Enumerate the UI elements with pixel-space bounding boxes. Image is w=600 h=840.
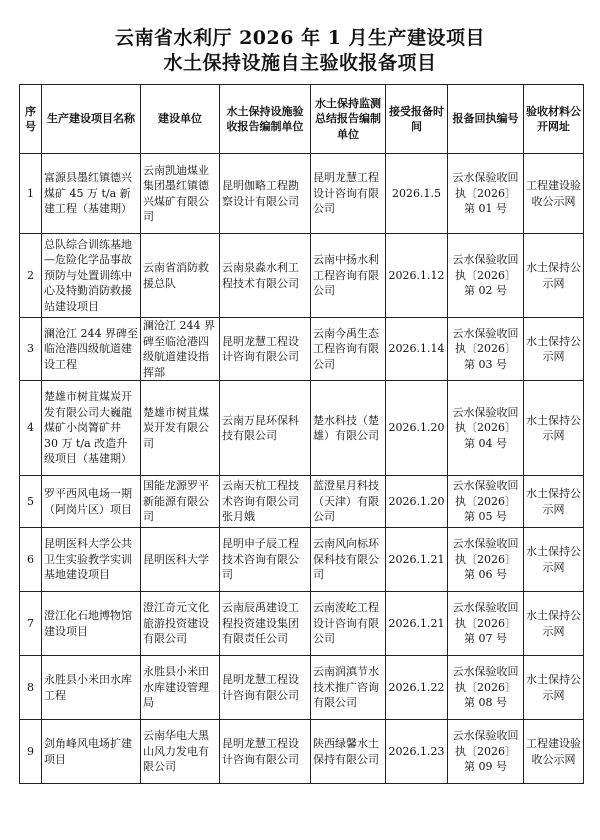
cell-receipt-number: 云水保验收回执〔2026〕第 09 号 (448, 720, 524, 784)
cell-builder: 云南省消防救援总队 (141, 234, 220, 318)
project-table (19, 84, 584, 784)
col-header-builder: 建设单位 (141, 85, 220, 154)
cell-project-name: 总队综合训练基地—危险化学品事故预防与处置训练中心及特勤消防救援站建设项目 (42, 234, 141, 318)
cell-receipt-number: 云水保验收回执〔2026〕第 08 号 (448, 656, 524, 720)
cell-row-number: 9 (20, 720, 42, 784)
cell-project-name: 永胜县小米田水库工程 (42, 656, 141, 720)
table-header-row (20, 85, 584, 154)
cell-publish-site: 工程建设验收公示网 (524, 720, 584, 784)
cell-project-name: 澜沧江 244 界碑至临沧港四级航道建设工程 (42, 318, 141, 381)
cell-publish-site: 工程建设验收公示网 (524, 154, 584, 234)
cell-row-number: 3 (20, 318, 42, 381)
cell-report-compiler: 昆明申子辰工程技术咨询有限公司 (220, 528, 311, 592)
cell-report-compiler: 昆明伽略工程勘察设计有限公司 (220, 154, 311, 234)
cell-builder: 澜沧江 244 界碑至临沧港四级航道建设指挥部 (141, 318, 220, 381)
cell-monitoring-compiler: 云南淩屹工程设计咨询有限公司 (311, 592, 386, 656)
cell-publish-site: 水土保持公示网 (524, 528, 584, 592)
cell-monitoring-compiler: 云南中扬水利工程咨询有限公司 (311, 234, 386, 318)
table-row (20, 656, 584, 720)
cell-report-compiler: 云南辰禹建设工程投资建设集团有限责任公司 (220, 592, 311, 656)
cell-publish-site: 水土保持公示网 (524, 381, 584, 476)
table-row (20, 720, 584, 784)
cell-monitoring-compiler: 昆明龙慧工程设计咨询有限公司 (311, 154, 386, 234)
table-row (20, 528, 584, 592)
cell-project-name: 昆明医科大学公共卫生实验教学实训基地建设项目 (42, 528, 141, 592)
cell-filing-date: 2026.1.21 (386, 528, 448, 592)
cell-publish-site: 水土保持公示网 (524, 476, 584, 528)
cell-monitoring-compiler: 云南润滇节水技术推广咨询有限公司 (311, 656, 386, 720)
cell-publish-site: 水土保持公示网 (524, 592, 584, 656)
cell-receipt-number: 云水保验收回执〔2026〕第 04 号 (448, 381, 524, 476)
col-header-project-name: 生产建设项目名称 (42, 85, 141, 154)
cell-receipt-number: 云水保验收回执〔2026〕第 07 号 (448, 592, 524, 656)
cell-report-compiler: 云南天杭工程技术咨询有限公司张月娥 (220, 476, 311, 528)
title-line-2: 水土保持设施自主验收报备项目 (163, 52, 437, 74)
cell-receipt-number: 云水保验收回执〔2026〕第 06 号 (448, 528, 524, 592)
cell-builder: 昆明医科大学 (141, 528, 220, 592)
table-row (20, 318, 584, 381)
cell-filing-date: 2026.1.12 (386, 234, 448, 318)
cell-filing-date: 2026.1.21 (386, 592, 448, 656)
cell-filing-date: 2026.1.5 (386, 154, 448, 234)
cell-receipt-number: 云水保验收回执〔2026〕第 01 号 (448, 154, 524, 234)
cell-row-number: 1 (20, 154, 42, 234)
table-row (20, 154, 584, 234)
cell-builder: 澄江奇元文化旅游投资建设有限公司 (141, 592, 220, 656)
cell-builder: 国能龙源罗平新能源有限公司 (141, 476, 220, 528)
cell-row-number: 6 (20, 528, 42, 592)
cell-filing-date: 2026.1.22 (386, 656, 448, 720)
table-row (20, 234, 584, 318)
cell-filing-date: 2026.1.14 (386, 318, 448, 381)
cell-publish-site: 水土保持公示网 (524, 656, 584, 720)
col-header-receipt-number: 报备回执编号 (448, 85, 524, 154)
cell-filing-date: 2026.1.20 (386, 476, 448, 528)
cell-row-number: 2 (20, 234, 42, 318)
cell-builder: 楚雄市树苴煤炭开发有限公司 (141, 381, 220, 476)
cell-monitoring-compiler: 陕西绿馨水土保持有限公司 (311, 720, 386, 784)
col-header-filing-date: 接受报备时间 (386, 85, 448, 154)
table-row (20, 476, 584, 528)
cell-monitoring-compiler: 云南风向标环保科技有限公司 (311, 528, 386, 592)
cell-filing-date: 2026.1.23 (386, 720, 448, 784)
cell-receipt-number: 云水保验收回执〔2026〕第 05 号 (448, 476, 524, 528)
cell-report-compiler: 昆明龙慧工程设计咨询有限公司 (220, 656, 311, 720)
cell-publish-site: 水土保持公示网 (524, 318, 584, 381)
table-row (20, 592, 584, 656)
cell-monitoring-compiler: 蓝澄星月科技（天津）有限公司 (311, 476, 386, 528)
cell-receipt-number: 云水保验收回执〔2026〕第 02 号 (448, 234, 524, 318)
table-row (20, 381, 584, 476)
cell-project-name: 澄江化石地博物馆建设项目 (42, 592, 141, 656)
cell-project-name: 富源县墨红镇德兴煤矿 45 万 t/a 新建工程（基建期） (42, 154, 141, 234)
title-line-1: 云南省水利厅 2026 年 1 月生产建设项目 (114, 27, 486, 49)
cell-builder: 云南凯迪煤业集团墨红镇德兴煤矿有限公司 (141, 154, 220, 234)
cell-report-compiler: 云南万昆环保科技有限公司 (220, 381, 311, 476)
cell-row-number: 7 (20, 592, 42, 656)
cell-monitoring-compiler: 云南今禹生态工程咨询有限公司 (311, 318, 386, 381)
cell-row-number: 4 (20, 381, 42, 476)
cell-project-name: 剑角峰风电场扩建项目 (42, 720, 141, 784)
cell-report-compiler: 云南泉淼水利工程技术有限公司 (220, 234, 311, 318)
cell-filing-date: 2026.1.20 (386, 381, 448, 476)
cell-row-number: 5 (20, 476, 42, 528)
cell-builder: 永胜县小米田水库建设管理局 (141, 656, 220, 720)
cell-row-number: 8 (20, 656, 42, 720)
cell-builder: 云南华电大黑山风力发电有限公司 (141, 720, 220, 784)
cell-publish-site: 水土保持公示网 (524, 234, 584, 318)
cell-report-compiler: 昆明龙慧工程设计咨询有限公司 (220, 720, 311, 784)
cell-report-compiler: 昆明龙慧工程设计咨询有限公司 (220, 318, 311, 381)
col-header-report-compiler: 水土保持设施验收报告编制单位 (220, 85, 311, 154)
cell-monitoring-compiler: 楚水科技（楚雄）有限公司 (311, 381, 386, 476)
cell-project-name: 楚雄市树苴煤炭开发有限公司大巍龍煤矿小岗箐矿井 30 万 t/a 改造升级项目（基建期） (42, 381, 141, 476)
col-header-no: 序号 (20, 85, 42, 154)
title-block (0, 26, 600, 76)
cell-project-name: 罗平西风电场一期（阿岗片区）项目 (42, 476, 141, 528)
cell-receipt-number: 云水保验收回执〔2026〕第 03 号 (448, 318, 524, 381)
col-header-publish-site: 验收材料公开网址 (524, 85, 584, 154)
col-header-monitoring-compiler: 水土保持监测总结报告编制单位 (311, 85, 386, 154)
